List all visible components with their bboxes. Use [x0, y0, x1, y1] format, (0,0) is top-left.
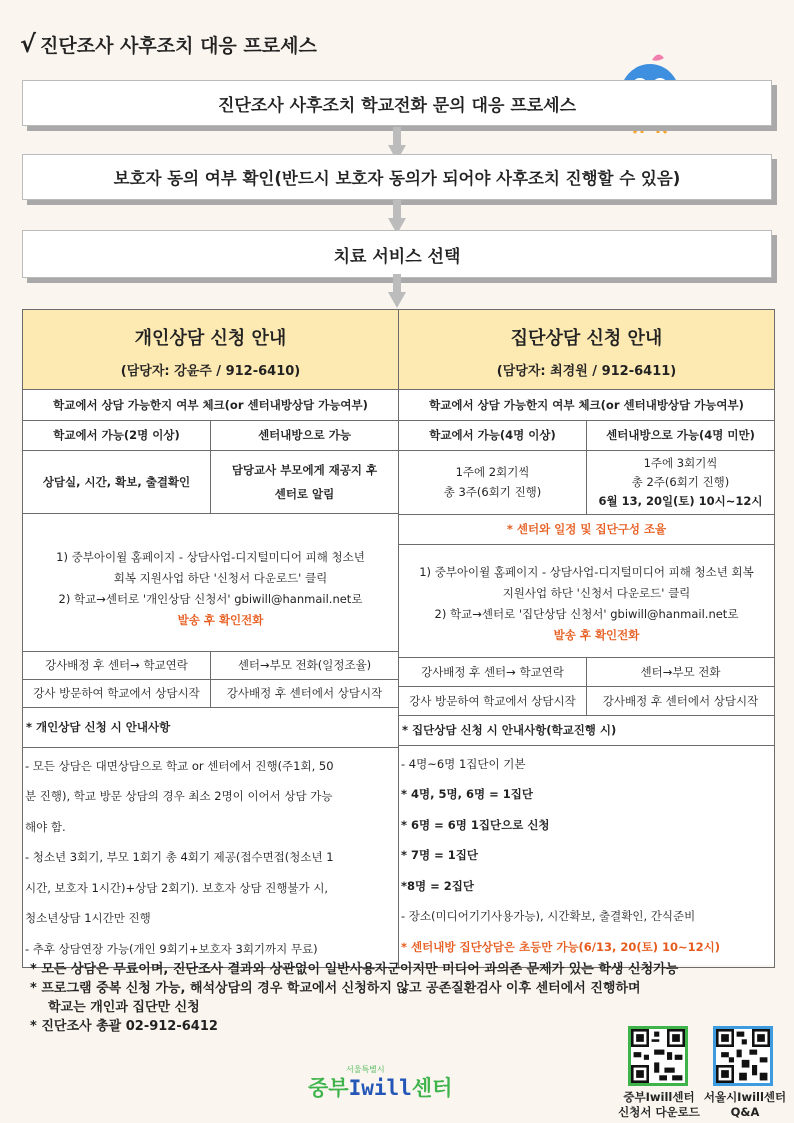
footer-note-3: * 진단조사 총괄 02-912-6412 [30, 1019, 218, 1034]
group-note-line: - 장소(미디어기기사용가능), 시간확보, 출결확인, 간식준비 [401, 909, 696, 923]
group-step1-line1: 1) 중부아이윌 홈페이지 - 상담사업-디지털미디어 피해 청소년 회복 [419, 565, 754, 579]
flow-step-3-text: 치료 서비스 선택 [333, 246, 461, 267]
group-option-center: 센터내방으로 가능(4명 미만) [587, 420, 775, 450]
group-step1-line2: 지원사업 하단 '신청서 다운로드' 클릭 [502, 586, 691, 600]
logo-text-3: 센터 [411, 1076, 453, 1100]
group-flow-a1: 강사배정 후 센터→ 학교연락 [399, 657, 587, 686]
page-heading-text: 진단조사 사후조치 대응 프로세스 [40, 34, 317, 57]
group-note-highlight: * 센터내방 집단상담은 초등만 가능(6/13, 20(토) 10~12시) [401, 939, 721, 954]
individual-flow-a1: 강사배정 후 센터→ 학교연락 [23, 651, 211, 679]
individual-flow-b1: 강사 방문하여 학교에서 상담시작 [23, 679, 211, 707]
individual-option-center: 센터내방으로 가능 [211, 420, 399, 450]
group-note-line: * 4명, 5명, 6명 = 1집단 [401, 787, 533, 801]
group-flow-b2: 강사배정 후 센터에서 상담시작 [587, 686, 775, 715]
individual-step2-line1: 2) 학교→센터로 '개인상담 신청서' gbiwill@hanmail.net로 [58, 591, 363, 606]
flow-step-1-text: 진단조사 사후조치 학교전화 문의 대응 프로세스 [217, 95, 577, 116]
footer-note-2-line1: * 프로그램 중복 신청 가능, 해석상담의 경우 학교에서 신청하지 않고 공존질환검사 이후 센터에서 진행하며 [30, 981, 641, 996]
logo-text-2: Iwill [348, 1076, 412, 1100]
individual-column [23, 390, 399, 968]
individual-note-line: - 추후 상담연장 가능(개인 9회기+보호자 3회기까지 무료) [25, 941, 318, 956]
group-header [399, 310, 775, 390]
individual-note-line: - 청소년 3회기, 부모 1회기 총 4회기 제공(접수면접(청소년 1 [25, 850, 334, 864]
group-flow-a2: 센터→부모 전화 [587, 657, 775, 686]
individual-header [23, 310, 399, 390]
individual-notes [23, 747, 398, 967]
individual-detail-center-line2: 센터로 알림 [274, 486, 335, 501]
individual-note-line: 해야 함. [25, 819, 66, 834]
flow-step-2 [22, 154, 772, 200]
down-arrow-icon [388, 274, 406, 308]
individual-detail-center-line1: 담당교사 부모에게 재공지 후 [231, 462, 378, 477]
qr2-label [700, 1090, 790, 1120]
counseling-table [22, 309, 775, 968]
group-step2-line1: 2) 학교→센터로 '집단상담 신청서' gbiwill@hanmail.net로 [434, 607, 739, 621]
group-detail-center-line1: 1주에 3회기씩 [643, 455, 718, 470]
individual-contact: (담당자: 강윤주 / 912-6410) [120, 364, 301, 379]
flow-step-2-text: 보호자 동의 여부 확인(반드시 보호자 동의가 되어야 사후조치 진행할 수 있음) [113, 169, 681, 188]
flow-step-3 [22, 230, 772, 278]
group-note-line: * 6명 = 6명 1집단으로 신청 [401, 817, 550, 832]
group-contact: (담당자: 최경원 / 912-6411) [496, 364, 677, 379]
group-note-line: - 4명~6명 1집단이 기본 [401, 756, 526, 771]
qr-code-icon[interactable] [713, 1026, 773, 1086]
individual-flow-a2: 센터→부모 전화(일정조율) [211, 651, 399, 679]
individual-title: 개인상담 신청 안내 [134, 328, 287, 349]
group-title: 집단상담 신청 안내 [510, 328, 663, 349]
individual-step1-line2: 회복 지원사업 하단 '신청서 다운로드' 클릭 [113, 570, 328, 585]
individual-note-line: 시간, 보호자 1시간)+상담 2회기). 보호자 상담 진행불가 시, [25, 880, 329, 895]
logo-small-text: 서울특별시 [346, 1065, 385, 1074]
individual-note-line: - 모든 상담은 대면상담으로 학교 or 센터에서 진행(주1회, 50 [25, 758, 334, 773]
individual-steps [23, 513, 398, 651]
down-arrow-icon [388, 200, 406, 234]
individual-flow-b2: 강사배정 후 센터에서 상담시작 [211, 679, 399, 707]
qr2-label-line2: Q&A [730, 1105, 760, 1119]
center-logo [308, 1064, 468, 1114]
group-note-line: *8명 = 2집단 [401, 878, 474, 893]
group-detail-school-line1: 1주에 2회기씩 [455, 465, 530, 479]
group-detail-center-line2: 총 2주(6회기 진행) [631, 474, 730, 489]
group-note-title: * 집단상담 신청 시 안내사항(학교진행 시) [399, 715, 774, 745]
individual-option-school: 학교에서 가능(2명 이상) [23, 420, 211, 450]
flow-step-1 [22, 80, 772, 126]
individual-step2-line2: 발송 후 확인전화 [177, 612, 264, 627]
individual-note-title: * 개인상담 신청 시 안내사항 [23, 707, 398, 747]
qr2-label-line1: 서울시Iwill센터 [703, 1090, 787, 1104]
group-notes [399, 745, 774, 965]
group-steps [399, 544, 774, 657]
qr1-label-line1: 중부Iwill센터 [623, 1090, 695, 1104]
footer-notes [30, 960, 678, 1036]
group-check: 학교에서 상담 가능한지 여부 체크(or 센터내방상담 가능여부) [399, 390, 774, 420]
group-flow-b1: 강사 방문하여 학교에서 상담시작 [399, 686, 587, 715]
individual-step1-line1: 1) 중부아이윌 홈페이지 - 상담사업-디지털미디어 피해 청소년 [56, 549, 365, 564]
group-step2-line2: 발송 후 확인전화 [553, 628, 640, 642]
individual-detail-school: 상담실, 시간, 확보, 출결확인 [23, 450, 211, 513]
group-coordination: * 센터와 일정 및 집단구성 조율 [399, 514, 774, 544]
qr-code-icon[interactable] [628, 1026, 688, 1086]
group-detail-center [587, 450, 775, 514]
group-detail-school-line2: 총 3주(6회기 진행) [443, 485, 542, 499]
group-column [399, 390, 775, 968]
group-note-line: * 7명 = 1집단 [401, 848, 478, 862]
logo-text-1: 중부 [308, 1076, 349, 1100]
footer-note-2-line2: 학교는 개인과 집단만 신청 [48, 1000, 200, 1015]
group-detail-center-line3: 6월 13, 20일(토) 10시~12시 [598, 493, 763, 508]
individual-note-line: 분 진행), 학교 방문 상담의 경우 최소 2명이 이어서 상담 가능 [25, 789, 333, 803]
footer-note-1: * 모든 상담은 무료이며, 진단조사 결과와 상관없이 일반사용자군이지만 미디어 과의존 문제가 있는 학생 신청가능 [30, 962, 679, 977]
individual-note-line: 청소년상담 1시간만 진행 [25, 911, 151, 925]
group-detail-school [399, 450, 587, 514]
individual-check: 학교에서 상담 가능한지 여부 체크(or 센터내방상담 가능여부) [23, 390, 398, 420]
individual-detail-center [211, 450, 399, 513]
qr1-label [612, 1090, 706, 1120]
check-mark-icon: √ [20, 30, 37, 58]
group-option-school: 학교에서 가능(4명 이상) [399, 420, 587, 450]
page-heading [20, 30, 317, 58]
qr1-label-line2: 신청서 다운로드 [618, 1105, 700, 1119]
